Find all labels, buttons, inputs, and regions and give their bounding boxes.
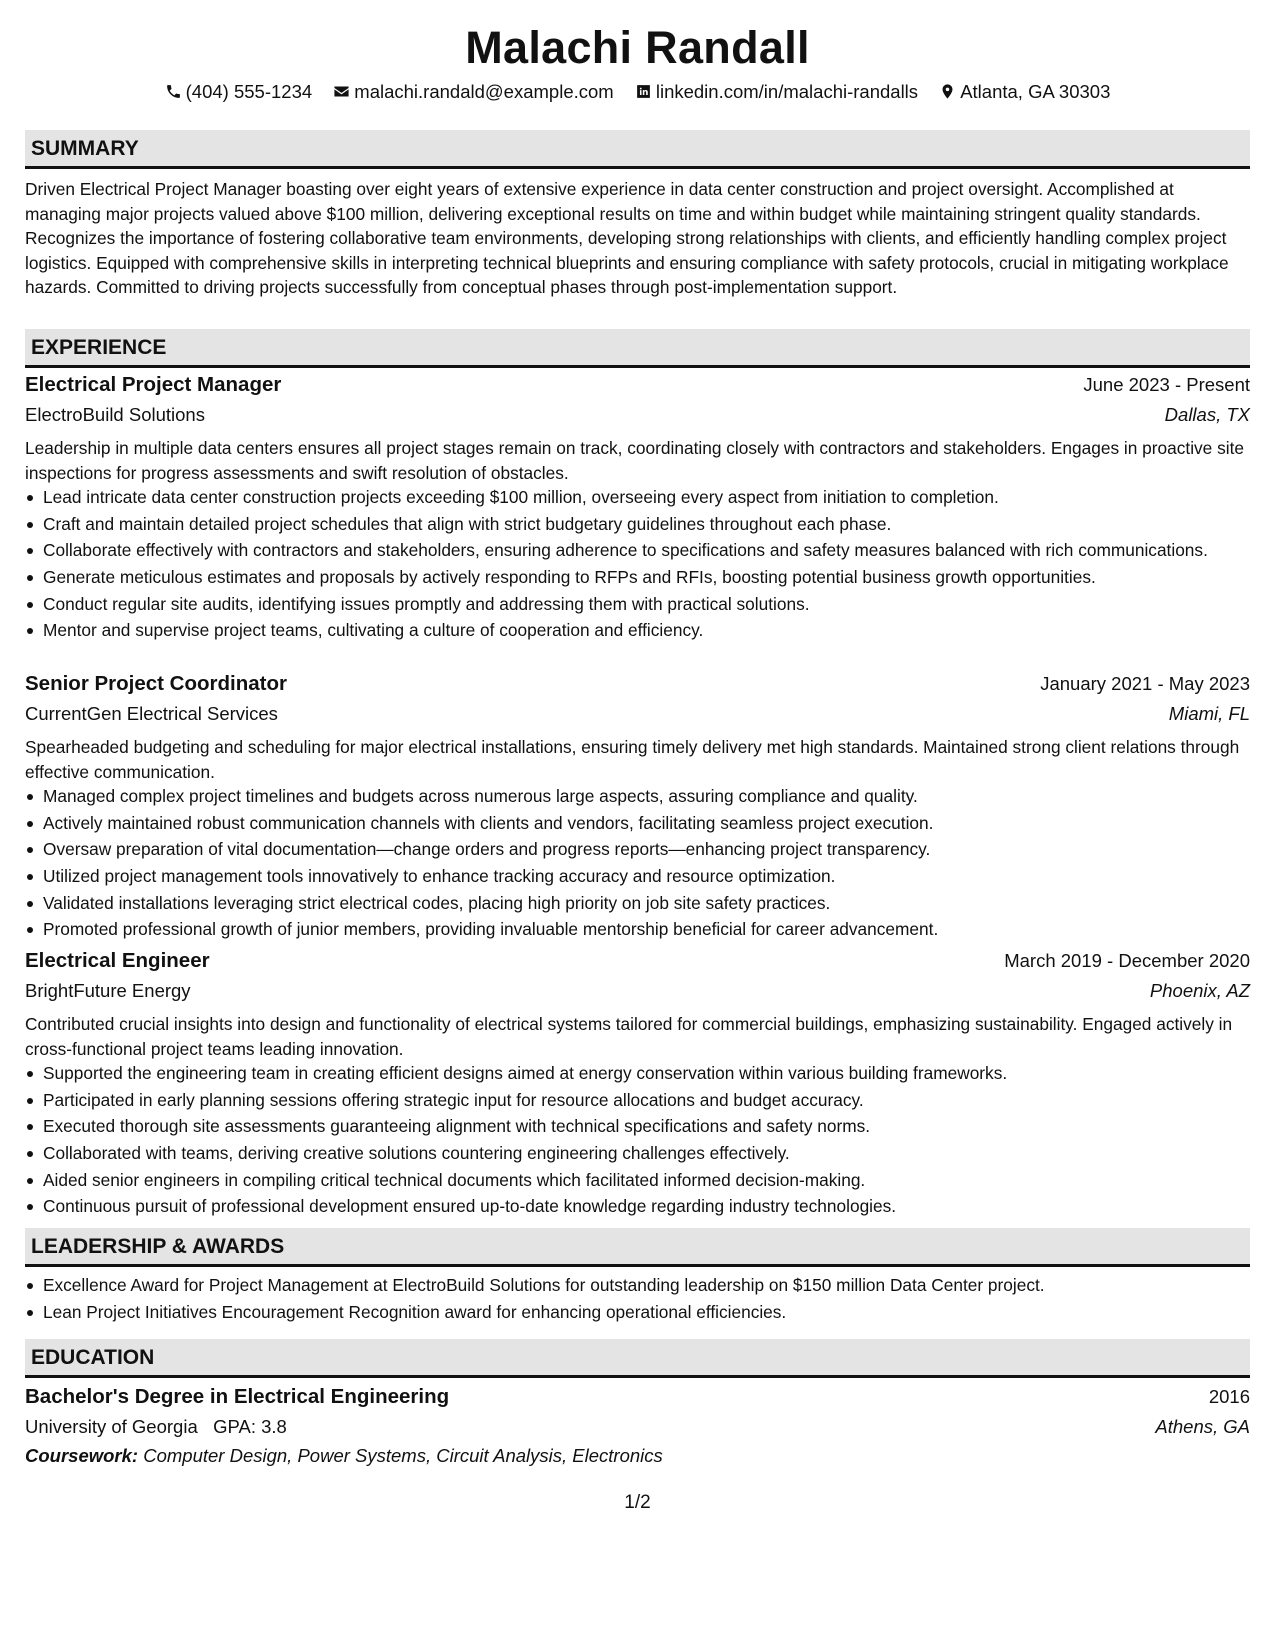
contact-phone: (404) 555-1234 <box>165 80 313 104</box>
degree-title: Bachelor's Degree in Electrical Engineering <box>25 1385 450 1408</box>
list-item: Participated in early planning sessions offering strategic input for resource allocations and budget accuracy. <box>25 1088 1250 1113</box>
list-item: Continuous pursuit of professional development ensured up-to-date knowledge regarding industry technologies. <box>25 1194 1250 1219</box>
list-item: Managed complex project timelines and budgets across numerous large aspects, assuring compliance and quality. <box>25 784 1250 809</box>
section-heading: EXPERIENCE <box>25 329 1250 368</box>
job-dates: March 2019 - December 2020 <box>1004 950 1250 971</box>
list-item: Conduct regular site audits, identifying issues promptly and addressing them with practical solutions. <box>25 592 1250 617</box>
resume-page <box>25 0 1250 1650</box>
school-line <box>25 1412 287 1442</box>
job-description: Contributed crucial insights into design and functionality of electrical systems tailored for commercial buildings, emphasizing sustainability. Engaged actively in cross-functional project teams leading innovation. <box>25 1014 1233 1059</box>
job-location: Miami, FL <box>1168 703 1250 724</box>
coursework <box>25 1442 1250 1470</box>
job-entry <box>25 946 1250 1221</box>
job-bullets <box>25 485 1250 643</box>
job-description: Spearheaded budgeting and scheduling for major electrical installations, ensuring timely delivery met high standards. Maintained strong client relations through effective communication. <box>25 737 1240 782</box>
candidate-name: Malachi Randall <box>465 22 810 73</box>
job-title: Senior Project Coordinator <box>25 672 287 695</box>
section-heading: SUMMARY <box>25 130 1250 169</box>
job-location: Dallas, TX <box>1164 404 1250 425</box>
job-location: Phoenix, AZ <box>1149 980 1250 1001</box>
contact-linkedin[interactable]: linkedin.com/in/malachi-randalls <box>635 80 918 104</box>
gpa: GPA: 3.8 <box>213 1416 287 1437</box>
coursework-list: Computer Design, Power Systems, Circuit Analysis, Electronics <box>143 1445 663 1466</box>
list-item: Collaborate effectively with contractors and stakeholders, ensuring adherence to specifications and safety measures balanced with rich communications. <box>25 538 1250 563</box>
education-section <box>25 1339 1250 1470</box>
job-bullets <box>25 784 1250 942</box>
contact-location: Atlanta, GA 30303 <box>939 80 1110 104</box>
list-item: Craft and maintain detailed project schedules that align with strict budgetary guidelines throughout each phase. <box>25 512 1250 537</box>
job-dates: January 2021 - May 2023 <box>1040 673 1250 694</box>
section-heading: LEADERSHIP & AWARDS <box>25 1228 1250 1267</box>
list-item: Lead intricate data center construction projects exceeding $100 million, overseeing every aspect from initiation to completion. <box>25 485 1250 510</box>
list-item: Actively maintained robust communication channels with clients and vendors, facilitating seamless project execution. <box>25 811 1250 836</box>
contact-email[interactable]: malachi.randald@example.com <box>333 80 613 104</box>
list-item: Generate meticulous estimates and proposals by actively responding to RFPs and RFIs, boosting potential business growth opportunities. <box>25 565 1250 590</box>
job-company: CurrentGen Electrical Services <box>25 703 278 724</box>
map-pin-icon <box>939 83 956 100</box>
list-item: Mentor and supervise project teams, cultivating a culture of cooperation and efficiency. <box>25 618 1250 643</box>
linkedin-icon <box>635 83 652 100</box>
phone-icon <box>165 83 182 100</box>
list-item: Promoted professional growth of junior members, providing invaluable mentorship beneficial for career advancement. <box>25 917 1250 942</box>
list-item: Supported the engineering team in creating efficient designs aimed at energy conservation within various building frameworks. <box>25 1061 1250 1086</box>
job-dates: June 2023 - Present <box>1083 374 1250 395</box>
job-title: Electrical Engineer <box>25 949 210 972</box>
list-item: Excellence Award for Project Management at ElectroBuild Solutions for outstanding leadership on $150 million Data Center project. <box>25 1273 1250 1298</box>
awards-section <box>25 1228 1250 1326</box>
job-title: Electrical Project Manager <box>25 373 282 396</box>
envelope-icon <box>333 83 350 100</box>
school-name: University of Georgia <box>25 1416 198 1437</box>
list-item: Lean Project Initiatives Encouragement Recognition award for enhancing operational efficiencies. <box>25 1300 1250 1325</box>
summary-section <box>25 130 1250 300</box>
job-entry <box>25 669 1250 944</box>
experience-section <box>25 329 1250 368</box>
list-item: Aided senior engineers in compiling critical technical documents which facilitated informed decision-making. <box>25 1168 1250 1193</box>
list-item: Executed thorough site assessments guaranteeing alignment with technical specifications and safety norms. <box>25 1114 1250 1139</box>
coursework-label: Coursework: <box>25 1445 139 1466</box>
list-item: Validated installations leveraging strict electrical codes, placing high priority on job site safety practices. <box>25 891 1250 916</box>
job-bullets <box>25 1061 1250 1219</box>
summary-text: Driven Electrical Project Manager boasting over eight years of extensive experience in data center construction and project oversight. Accomplished at managing major projects valued above $100 million, delivering exceptional results on time and within budget while maintaining stringent quality standards. Recognizes the importance of fostering collaborative team environments, developing strong relationships with clients, and efficiently handling complex project logistics. Equipped with comprehensive skills in interpreting technical blueprints and ensuring compliance with safety protocols, crucial in mitigating workplace hazards. Committed to driving projects successfully from conceptual phases through post-implementation support. <box>25 179 1229 298</box>
awards-list <box>25 1273 1250 1324</box>
job-entry <box>25 370 1250 645</box>
list-item: Collaborated with teams, deriving creative solutions countering engineering challenges effectively. <box>25 1141 1250 1166</box>
page-number: 1/2 <box>624 1492 651 1513</box>
job-description: Leadership in multiple data centers ensures all project stages remain on track, coordinating closely with contractors and stakeholders. Engages in proactive site inspections for progress assessments and swift resolution of obstacles. <box>25 438 1244 483</box>
school-location: Athens, GA <box>1155 1416 1250 1437</box>
list-item: Utilized project management tools innovatively to enhance tracking accuracy and resource optimization. <box>25 864 1250 889</box>
job-company: BrightFuture Energy <box>25 980 191 1001</box>
section-heading: EDUCATION <box>25 1339 1250 1378</box>
job-company: ElectroBuild Solutions <box>25 404 205 425</box>
graduation-year: 2016 <box>1208 1386 1250 1407</box>
list-item: Oversaw preparation of vital documentation—change orders and progress reports—enhancing project transparency. <box>25 837 1250 862</box>
contact-bar <box>25 80 1250 104</box>
